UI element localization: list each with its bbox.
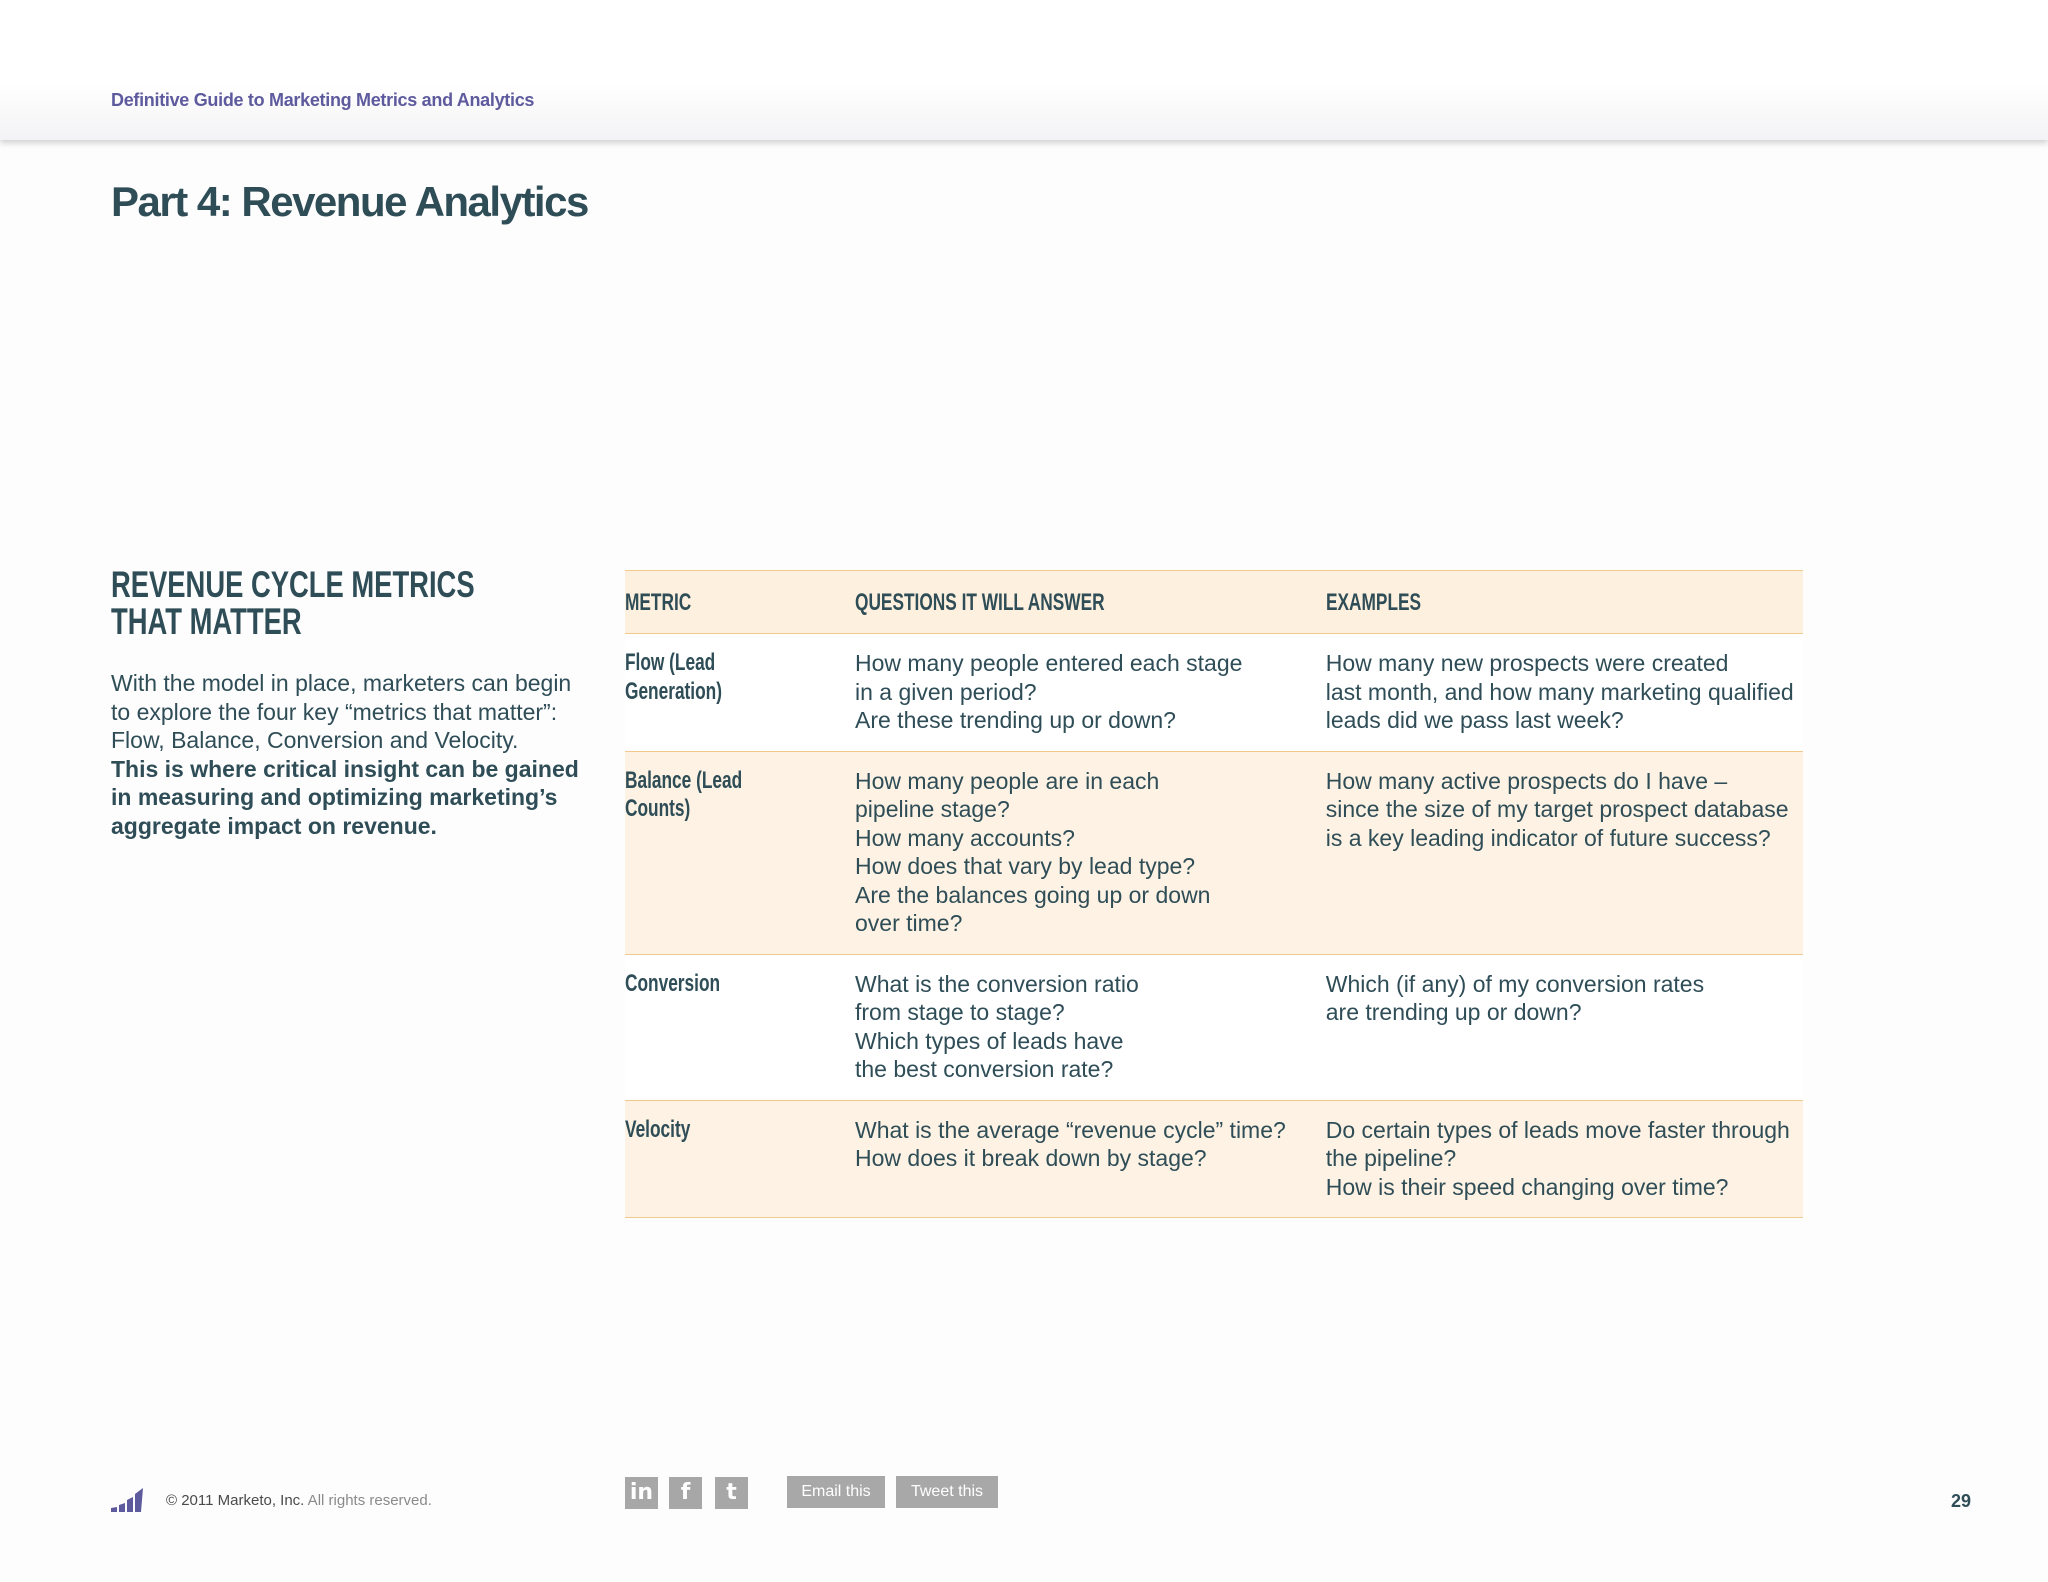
email-this-button[interactable]: Email this: [787, 1476, 885, 1508]
questions-cell: [855, 954, 1326, 1100]
metric-cell: [625, 954, 855, 1100]
metric-name-line: Balance (Lead: [625, 766, 743, 794]
question-line: What is the conversion ratio: [855, 970, 1139, 997]
table-row: [625, 751, 1803, 954]
intro-line: With the model in place, marketers can begin: [111, 670, 572, 696]
example-line: How is their speed changing over time?: [1325, 1173, 1729, 1200]
question-line: the best conversion rate?: [855, 1056, 1114, 1082]
examples-cell: [1326, 751, 1803, 954]
section-heading-line: REVENUE CYCLE METRICS: [111, 564, 475, 605]
question-line: pipeline stage?: [855, 796, 1010, 822]
metrics-table: [625, 570, 1803, 1218]
question-line: How does that vary by lead type?: [855, 853, 1196, 879]
metric-name-line: Velocity: [625, 1115, 691, 1143]
intro-bold-line: in measuring and optimizing marketing’s: [111, 784, 558, 810]
column-header-examples: EXAMPLES: [1326, 571, 1803, 634]
questions-cell: [855, 751, 1326, 954]
table-row: [625, 954, 1803, 1100]
table-row: [625, 634, 1803, 752]
twitter-icon[interactable]: t: [715, 1477, 748, 1509]
question-line: Are the balances going up or down: [855, 881, 1211, 908]
example-line: last month, and how many marketing qualified: [1325, 678, 1794, 705]
example-line: is a key leading indicator of future success?: [1325, 824, 1771, 851]
examples-cell: [1326, 634, 1803, 752]
examples-cell: [1326, 954, 1803, 1100]
table-header-row: [625, 571, 1803, 634]
question-line: How many accounts?: [855, 824, 1075, 851]
question-line: How does it break down by stage?: [855, 1145, 1207, 1171]
question-line: What is the average “revenue cycle” time?: [855, 1116, 1286, 1143]
copyright-company: © 2011 Marketo, Inc.: [166, 1492, 305, 1509]
page-number: 29: [1951, 1491, 1972, 1511]
question-line: How many people are in each: [855, 767, 1160, 794]
metric-cell: [625, 751, 855, 954]
intro-paragraph: [111, 669, 601, 840]
page-title: Part 4: Revenue Analytics: [111, 178, 588, 225]
marketo-logo-icon: [111, 1486, 151, 1514]
metric-name-line: Counts): [625, 795, 691, 822]
examples-cell: [1326, 1100, 1803, 1218]
example-line: How many active prospects do I have –: [1325, 767, 1728, 794]
document-title: Definitive Guide to Marketing Metrics and Analytics: [111, 90, 535, 110]
metric-cell: [625, 634, 855, 752]
example-line: are trending up or down?: [1325, 999, 1582, 1025]
section-heading: [111, 566, 570, 640]
facebook-icon[interactable]: f: [669, 1477, 702, 1509]
question-line: over time?: [855, 910, 963, 936]
example-line: the pipeline?: [1325, 1145, 1457, 1171]
questions-cell: [855, 634, 1326, 752]
example-line: leads did we pass last week?: [1325, 707, 1624, 733]
column-header-questions: QUESTIONS IT WILL ANSWER: [855, 571, 1326, 634]
example-line: Which (if any) of my conversion rates: [1325, 970, 1705, 997]
intro-line: Flow, Balance, Conversion and Velocity.: [111, 727, 519, 753]
table-row: [625, 1100, 1803, 1218]
example-line: since the size of my target prospect database: [1325, 796, 1789, 822]
tweet-this-button[interactable]: Tweet this: [896, 1476, 998, 1508]
example-line: Do certain types of leads move faster through: [1325, 1116, 1790, 1143]
section-heading-line: THAT MATTER: [111, 601, 302, 642]
column-header-metric: METRIC: [625, 571, 855, 634]
question-line: in a given period?: [855, 678, 1037, 705]
question-line: Which types of leads have: [855, 1027, 1124, 1054]
questions-cell: [855, 1100, 1326, 1218]
question-line: from stage to stage?: [855, 999, 1065, 1025]
intro-line: to explore the four key “metrics that matter”:: [111, 698, 558, 725]
question-line: Are these trending up or down?: [855, 707, 1176, 733]
metric-name-line: Conversion: [625, 969, 721, 997]
example-line: How many new prospects were created: [1325, 650, 1729, 676]
question-line: How many people entered each stage: [855, 650, 1243, 676]
copyright-rights: All rights reserved.: [304, 1492, 432, 1509]
metric-name-line: Flow (Lead: [625, 649, 716, 676]
metric-cell: [625, 1100, 855, 1218]
metric-name-line: Generation): [625, 677, 722, 705]
intro-bold-line: aggregate impact on revenue.: [111, 812, 437, 839]
linkedin-icon[interactable]: in: [625, 1477, 658, 1509]
copyright-notice: [166, 1492, 432, 1509]
intro-bold-line: This is where critical insight can be gained: [111, 755, 579, 782]
header-band: [0, 0, 2048, 140]
